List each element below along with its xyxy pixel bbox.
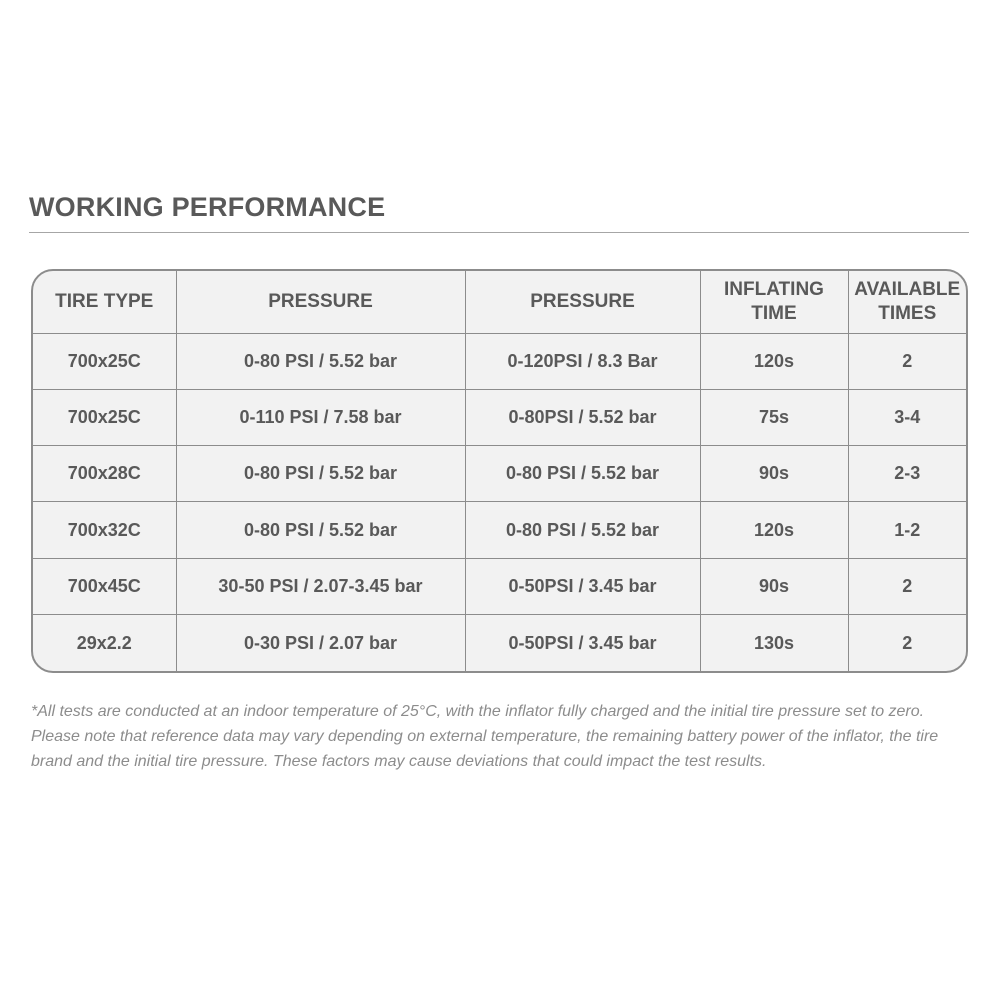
cell-pressure-2: 0-120PSI / 8.3 Bar xyxy=(465,333,700,389)
cell-pressure: 0-110 PSI / 7.58 bar xyxy=(176,389,465,445)
cell-tire-type: 29x2.2 xyxy=(33,615,176,671)
table-row xyxy=(33,615,966,671)
performance-table-frame xyxy=(31,269,968,673)
table-row xyxy=(33,502,966,558)
header-pressure-2: PRESSURE xyxy=(465,271,700,333)
header-available-times: AVAILABLE TIMES xyxy=(848,271,966,333)
page-title: WORKING PERFORMANCE xyxy=(29,192,386,222)
cell-inflating-time: 90s xyxy=(700,558,848,614)
performance-table xyxy=(33,271,966,671)
table-row xyxy=(33,558,966,614)
cell-tire-type: 700x28C xyxy=(33,446,176,502)
cell-inflating-time: 120s xyxy=(700,333,848,389)
cell-pressure-2: 0-80PSI / 5.52 bar xyxy=(465,389,700,445)
table-row xyxy=(33,446,966,502)
title-divider xyxy=(29,232,969,233)
cell-pressure: 0-80 PSI / 5.52 bar xyxy=(176,446,465,502)
table-header-row xyxy=(33,271,966,333)
cell-pressure: 0-80 PSI / 5.52 bar xyxy=(176,502,465,558)
cell-pressure-2: 0-50PSI / 3.45 bar xyxy=(465,615,700,671)
cell-inflating-time: 90s xyxy=(700,446,848,502)
cell-pressure-2: 0-80 PSI / 5.52 bar xyxy=(465,446,700,502)
cell-available-times: 2-3 xyxy=(848,446,966,502)
cell-available-times: 1-2 xyxy=(848,502,966,558)
cell-inflating-time: 120s xyxy=(700,502,848,558)
cell-tire-type: 700x25C xyxy=(33,389,176,445)
cell-tire-type: 700x25C xyxy=(33,333,176,389)
table-row xyxy=(33,333,966,389)
cell-available-times: 2 xyxy=(848,333,966,389)
cell-inflating-time: 130s xyxy=(700,615,848,671)
header-pressure: PRESSURE xyxy=(176,271,465,333)
cell-pressure-2: 0-50PSI / 3.45 bar xyxy=(465,558,700,614)
cell-available-times: 2 xyxy=(902,632,913,653)
table-row xyxy=(33,389,966,445)
cell-inflating-time: 75s xyxy=(700,389,848,445)
cell-tire-type: 700x45C xyxy=(33,558,176,614)
cell-pressure: 0-80 PSI / 5.52 bar xyxy=(176,333,465,389)
cell-pressure-2: 0-80 PSI / 5.52 bar xyxy=(465,502,700,558)
cell-tire-type: 700x32C xyxy=(33,502,176,558)
cell-pressure: 0-30 PSI / 2.07 bar xyxy=(176,615,465,671)
cell-available-times: 2 xyxy=(848,558,966,614)
header-tire-type: TIRE TYPE xyxy=(33,271,176,333)
cell-pressure: 30-50 PSI / 2.07-3.45 bar xyxy=(176,558,465,614)
test-conditions-footnote: *All tests are conducted at an indoor temperature of 25°C, with the inflator fully charged and the initial tire pressure set to zero. Please note that reference data may vary depending on external temperature, the remaining battery power of the inflator, the tire brand and the initial tire pressure. These factors may cause deviations that could impact the test results. xyxy=(31,703,939,770)
header-inflating-time: INFLATING TIME xyxy=(700,271,848,333)
cell-available-times: 3-4 xyxy=(848,389,966,445)
